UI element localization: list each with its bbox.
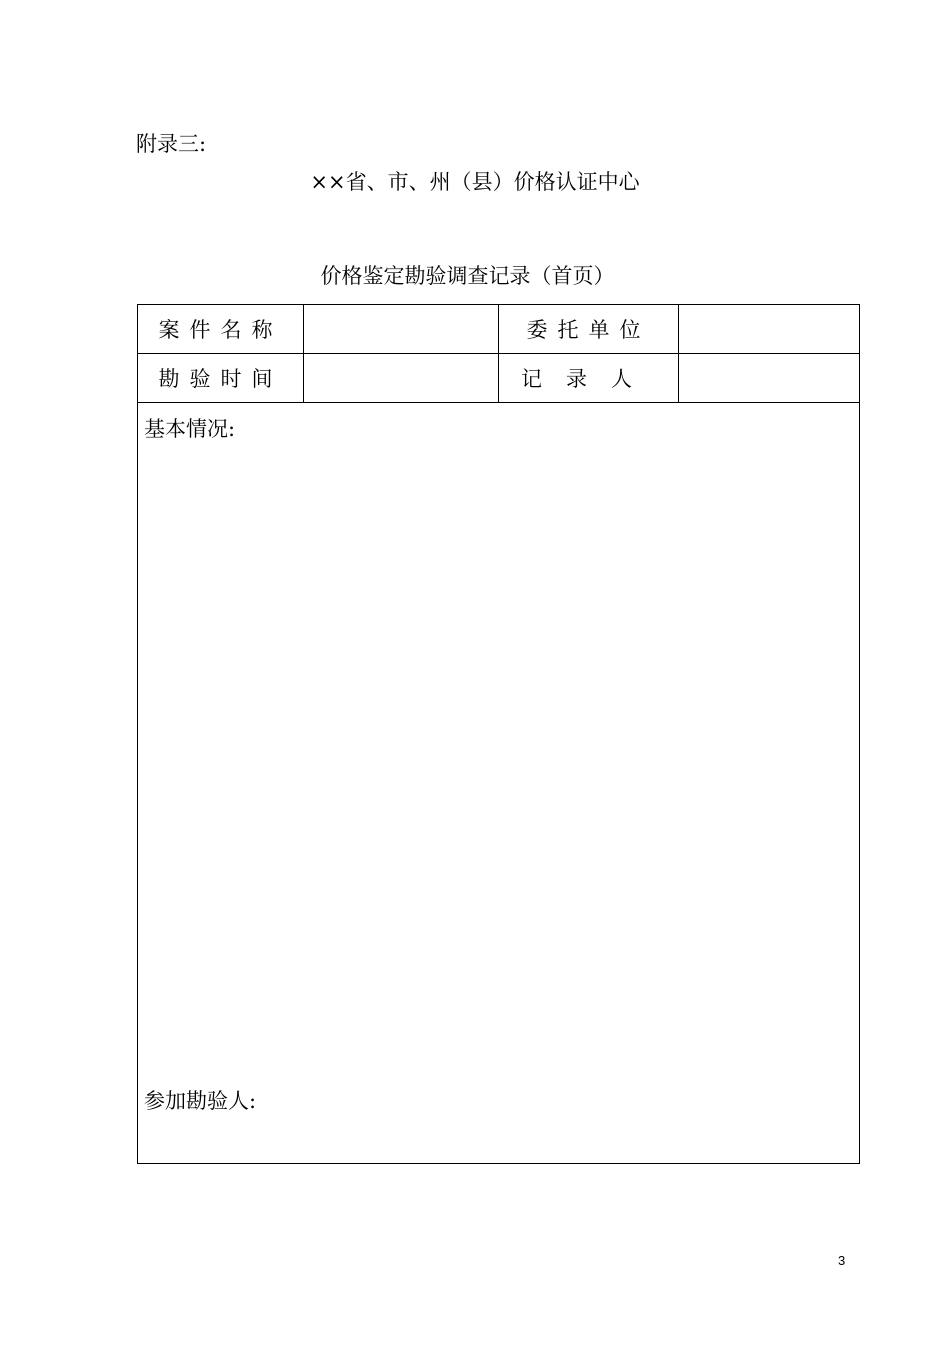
participants-label: 参加勘验人: [144,1089,257,1113]
entrusting-unit-label: 委托单位 [499,305,679,354]
recorder-label: 记录人 [499,354,679,403]
inspection-time-field[interactable] [304,354,499,403]
case-name-field[interactable] [304,305,499,354]
basic-situation-label: 基本情况: [144,417,236,441]
organization-title: ××省、市、州（县）价格认证中心 [310,170,640,194]
basic-situation-content [138,403,859,1163]
inspection-time-label: 勘验时间 [138,354,304,403]
appendix-label: 附录三: [136,132,207,156]
form-title: 价格鉴定勘验调查记录（首页） [320,264,615,288]
table-row [138,305,860,354]
case-name-label: 案件名称 [138,305,304,354]
inspection-record-table [137,304,860,1164]
table-row [138,403,860,1164]
recorder-field[interactable] [679,354,860,403]
basic-situation-area[interactable] [138,403,860,1164]
table-row [138,354,860,403]
entrusting-unit-field[interactable] [679,305,860,354]
page-number: 3 [838,1253,846,1268]
